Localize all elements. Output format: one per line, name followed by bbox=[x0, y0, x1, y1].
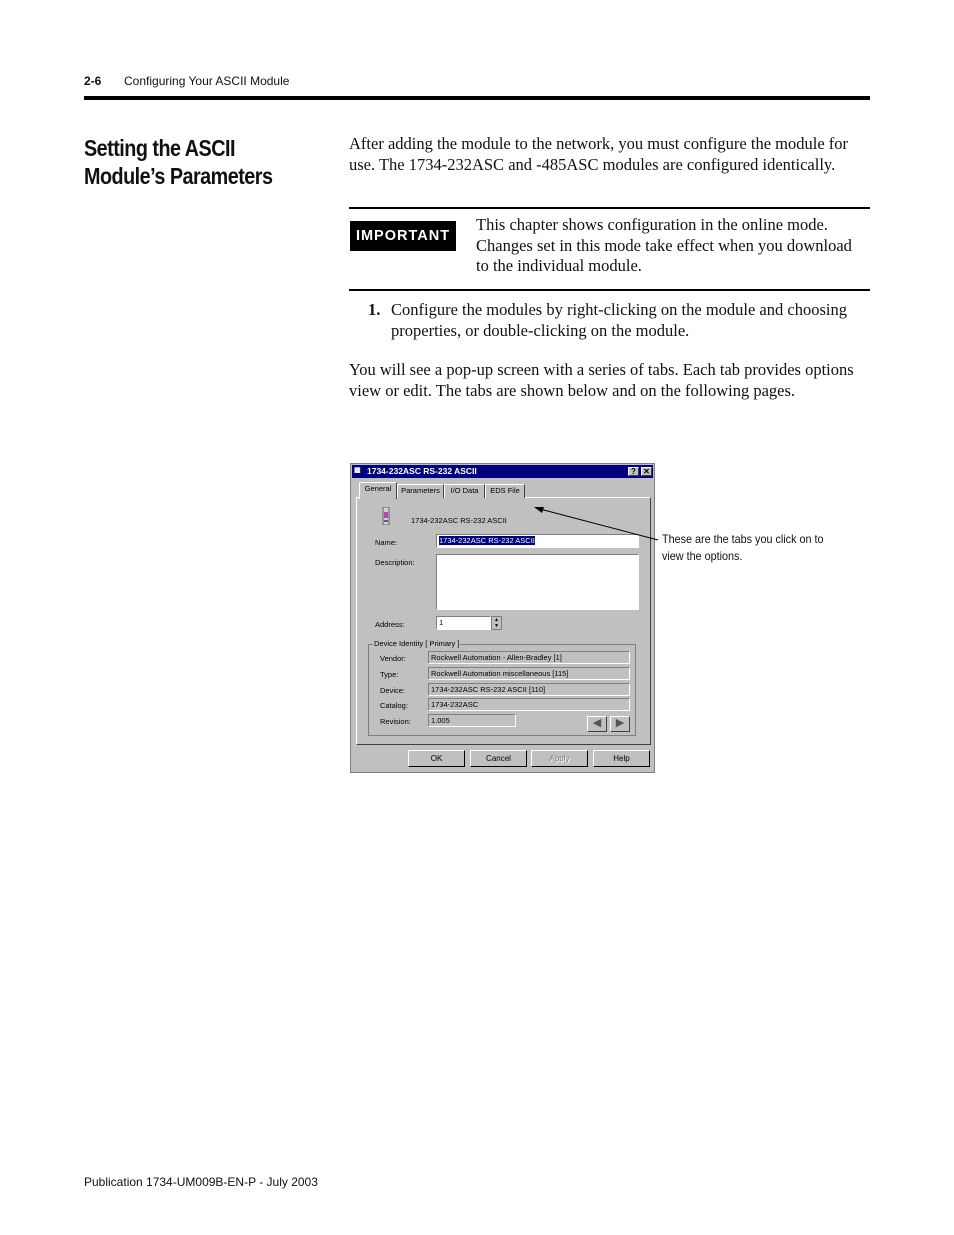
header-rule bbox=[84, 96, 870, 100]
address-spinner[interactable] bbox=[491, 616, 502, 630]
description-label: Description: bbox=[375, 558, 415, 567]
dialog-titlebar[interactable] bbox=[352, 465, 653, 478]
arrow-right-icon: ▶ bbox=[615, 717, 625, 729]
spinner-down-icon[interactable]: ▼ bbox=[494, 623, 499, 629]
revision-field: 1.005 bbox=[428, 714, 516, 727]
name-label: Name: bbox=[375, 538, 398, 547]
important-top-rule bbox=[349, 207, 870, 209]
module-device-icon bbox=[382, 507, 390, 525]
section-title: Setting the ASCII Module’s Parameters bbox=[84, 135, 273, 189]
tab-io-data[interactable]: I/O Data bbox=[444, 484, 485, 498]
spinner-up-icon[interactable]: ▲ bbox=[494, 617, 499, 623]
revision-label: Revision: bbox=[380, 717, 411, 726]
address-label: Address: bbox=[375, 620, 405, 629]
catalog-field: 1734-232ASC bbox=[428, 698, 630, 711]
help-button[interactable]: Help bbox=[593, 750, 650, 767]
important-text: This chapter shows configuration in the online mode. Changes set in this mode take effect when you download to the individual module. bbox=[476, 215, 852, 275]
device-identity-title: Device Identity [ Primary ] bbox=[374, 639, 460, 648]
publication-footer: Publication 1734-UM009B-EN-P - July 2003 bbox=[84, 1175, 318, 1189]
chapter-title: Configuring Your ASCII Module bbox=[124, 74, 290, 88]
tabs-paragraph: You will see a pop-up screen with a series of tabs. Each tab provides options view or edit. The tabs are shown below and on the following pages. bbox=[349, 360, 854, 400]
catalog-label: Catalog: bbox=[380, 701, 408, 710]
close-button[interactable]: ✕ bbox=[641, 467, 652, 476]
ok-button[interactable]: OK bbox=[408, 750, 465, 767]
description-input[interactable] bbox=[436, 554, 639, 610]
device-label: Device: bbox=[380, 686, 406, 695]
intro-paragraph: After adding the module to the network, you must configure the module for use. The 1734-232ASC and -485ASC modules are configured identically. bbox=[349, 134, 849, 174]
previous-identity-button[interactable] bbox=[587, 716, 607, 732]
name-input-value: 1734-232ASC RS-232 ASCII bbox=[439, 536, 535, 545]
callout-text: These are the tabs you click on to view the options. bbox=[662, 532, 824, 563]
callout-arrow bbox=[530, 500, 660, 545]
apply-button[interactable]: Apply bbox=[531, 750, 588, 767]
important-badge: IMPORTANT bbox=[350, 221, 456, 251]
next-identity-button[interactable] bbox=[610, 716, 630, 732]
dialog-title: 1734-232ASC RS-232 ASCII bbox=[367, 466, 477, 476]
step-text: Configure the modules by right-clicking on the module and choosing properties, or double-clicking on the module. bbox=[391, 300, 847, 340]
vendor-label: Vendor: bbox=[380, 654, 406, 663]
type-label: Type: bbox=[380, 670, 399, 679]
help-title-button[interactable]: ? bbox=[628, 467, 639, 476]
vendor-field: Rockwell Automation - Allen-Bradley [1] bbox=[428, 651, 630, 664]
page-number: 2-6 bbox=[84, 74, 102, 88]
device-field: 1734-232ASC RS-232 ASCII [110] bbox=[428, 683, 630, 696]
type-field: Rockwell Automation miscellaneous [115] bbox=[428, 667, 630, 680]
arrow-left-icon: ◀ bbox=[592, 717, 602, 729]
address-input[interactable]: 1 bbox=[436, 616, 491, 630]
module-label: 1734-232ASC RS-232 ASCII bbox=[411, 516, 507, 525]
tab-parameters[interactable]: Parameters bbox=[397, 484, 444, 498]
module-app-icon: ▦ bbox=[354, 467, 361, 474]
step-number: 1. bbox=[368, 300, 381, 319]
tab-general[interactable]: General bbox=[359, 482, 397, 499]
cancel-button[interactable]: Cancel bbox=[470, 750, 527, 767]
important-bottom-rule bbox=[349, 289, 870, 291]
tab-eds-file[interactable]: EDS File bbox=[485, 484, 525, 498]
